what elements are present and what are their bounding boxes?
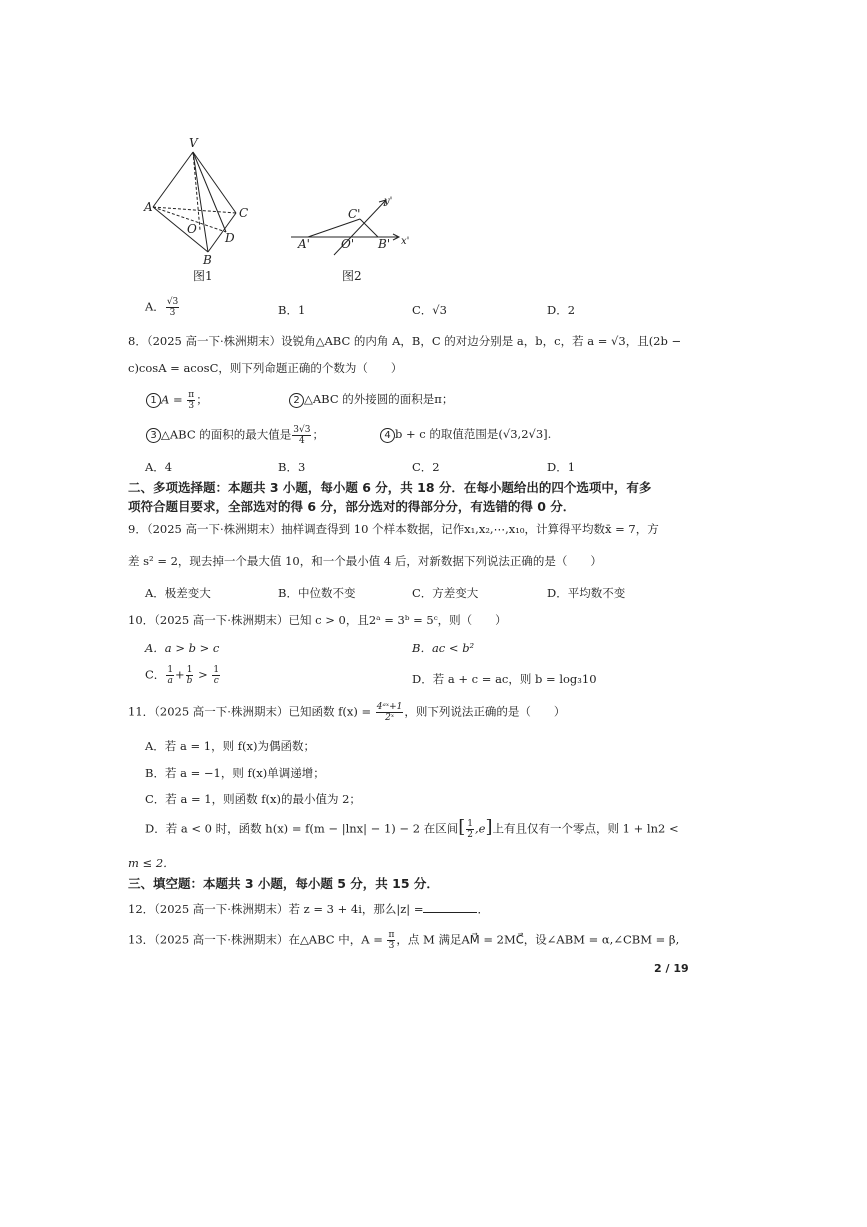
q7-option-a: A． $\frac{√3}{3}$ <box>145 297 179 318</box>
q8-proposition-1: 1 A = $\frac{\pi}{3}$ ； <box>146 390 208 411</box>
q7-option-c: C．√3 <box>412 303 447 317</box>
fig1-label-b: B <box>203 253 212 267</box>
q10-option-d: D．若 a + c = ac，则 b = log₃10 <box>412 672 597 686</box>
q9-option-c: C．方差变大 <box>412 586 479 600</box>
q9-option-d: D．平均数不变 <box>547 586 626 600</box>
fig1-label-a: A <box>144 200 153 214</box>
q8-stem-line2: c)cosA = acosC，则下列命题正确的个数为（ ） <box>128 361 403 375</box>
q8-proposition-2: 2 △ABC 的外接圆的面积是π； <box>289 391 453 408</box>
circle-number-2: 2 <box>289 393 304 408</box>
q8-p3-fraction: $\frac{3√3}{4}$ <box>293 425 311 446</box>
q9-stem-line2: 差 s² = 2，现去掉一个最大值 10，和一个最小值 4 后，对新数据下列说法正确的是（ ） <box>128 554 602 568</box>
q8-proposition-3: 3 △ABC 的面积的最大值是 $\frac{3√3}{4}$ ； <box>146 425 324 446</box>
fig2-label-y: y' <box>384 196 393 207</box>
q8-p1-fraction: $\frac{\pi}{3}$ <box>188 390 195 411</box>
q10-frac-c: $\frac{1}{c}$ <box>213 665 220 686</box>
section-2-heading-line2: 项符合题目要求，全部选对的得 6 分，部分选对的得部分分，有选错的得 0 分． <box>128 499 576 514</box>
fig1-caption: 图1 <box>193 269 213 283</box>
q11-stem: 11．（2025 高一下·株洲期末）已知函数 f(x) = $\frac{\text{4ᵃˣ+1}}{\text{2ˣ}}$ ，则下列说法正确的是（ ） <box>128 702 566 723</box>
q10-frac-a: $\frac{1}{a}$ <box>167 665 174 686</box>
q11-option-d-continued: m ≤ 2． <box>128 856 175 870</box>
q13-fraction: $\frac{\pi}{3}$ <box>388 930 395 951</box>
q8-stem-line1: 8．（2025 高一下·株洲期末）设锐角△ABC 的内角 A，B，C 的对边分别是 a，b，c，若 a = √3，且(2b − <box>128 334 682 348</box>
q12-stem: 12．（2025 高一下·株洲期末）若 z = 3 + 4i，那么|z| = ． <box>128 902 489 916</box>
q10-option-a: A．a > b > c <box>145 641 220 655</box>
q11-option-d: D．若 a < 0 时，函数 h(x) = f(m − |lnx| − 1) − 2 在区间[ $\frac{1}{2}$ ,e]上有且仅有一个零点，则 1 + ln2 < <box>145 816 679 840</box>
q8-option-d: D．1 <box>547 460 576 474</box>
q7-option-a-fraction: $\frac{√3}{3}$ <box>166 297 179 318</box>
q11-option-c: C．若 a = 1，则函数 f(x)的最小值为 2； <box>145 792 361 806</box>
answer-blank <box>423 902 477 913</box>
q11-option-b: B．若 a = −1，则 f(x)单调递增； <box>145 766 325 780</box>
fig1-label-v: V <box>189 136 198 150</box>
section-2-heading-line1: 二、多项选择题：本题共 3 小题，每小题 6 分，共 18 分．在每小题给出的四个选项中，有多 <box>128 480 652 495</box>
fig2-caption: 图2 <box>342 269 362 283</box>
section-3-heading: 三、填空题：本题共 3 小题，每小题 5 分，共 15 分． <box>128 876 439 891</box>
interval-bracket-right: ] <box>485 816 493 838</box>
q11-function-fraction: $\frac{\text{4ᵃˣ+1}}{\text{2ˣ}}$ <box>376 702 403 723</box>
q9-option-b: B．中位数不变 <box>278 586 356 600</box>
fig2-label-c: C' <box>348 207 361 221</box>
q11-option-a: A．若 a = 1，则 f(x)为偶函数； <box>145 739 315 753</box>
page-number: 2 / 19 <box>654 962 689 975</box>
circle-number-1: 1 <box>146 393 161 408</box>
q7-option-b: B．1 <box>278 303 306 317</box>
fig1-label-d: D <box>225 231 235 245</box>
q10-stem: 10．（2025 高一下·株洲期末）已知 c > 0，且2ᵃ = 3ᵇ = 5ᶜ，则（ ） <box>128 613 507 627</box>
q8-option-a: A．4 <box>145 460 173 474</box>
fig2-label-a: A' <box>298 237 310 251</box>
fig1-label-o: O <box>187 222 197 236</box>
q11-interval-fraction: $\frac{1}{2}$ <box>467 819 473 840</box>
q8-option-b: B．3 <box>278 460 306 474</box>
fig2-label-b: B' <box>378 237 391 251</box>
q10-option-c: C． $\frac{1}{a}$ + $\frac{1}{b}$ > $\frac{1}{c}$ <box>145 665 220 686</box>
fig2-label-o: O' <box>341 237 355 251</box>
fig2-label-x: x' <box>401 236 410 247</box>
q13-stem: 13．（2025 高一下·株洲期末）在△ABC 中，A = $\frac{\pi}{3}$ ，点 M 满足AM⃗ = 2MC⃗，设∠ABM = α,∠CBM = β, <box>128 930 680 951</box>
q10-frac-b: $\frac{1}{b}$ <box>186 665 193 686</box>
q10-option-b: B．ac < b² <box>412 641 475 655</box>
q9-option-a: A．极差变大 <box>145 586 211 600</box>
q8-proposition-4: 4 b + c 的取值范围是(√3,2√3]. <box>380 426 551 443</box>
q7-option-d: D．2 <box>547 303 576 317</box>
fig1-label-c: C <box>239 206 249 220</box>
circle-number-4: 4 <box>380 428 395 443</box>
circle-number-3: 3 <box>146 428 161 443</box>
q8-option-c: C．2 <box>412 460 440 474</box>
q9-stem-line1: 9．（2025 高一下·株洲期末）抽样调查得到 10 个样本数据，记作x₁,x₂,⋯,x₁₀，计算得平均数x̄ = 7，方 <box>128 522 659 536</box>
interval-bracket-left: [ <box>458 816 466 838</box>
